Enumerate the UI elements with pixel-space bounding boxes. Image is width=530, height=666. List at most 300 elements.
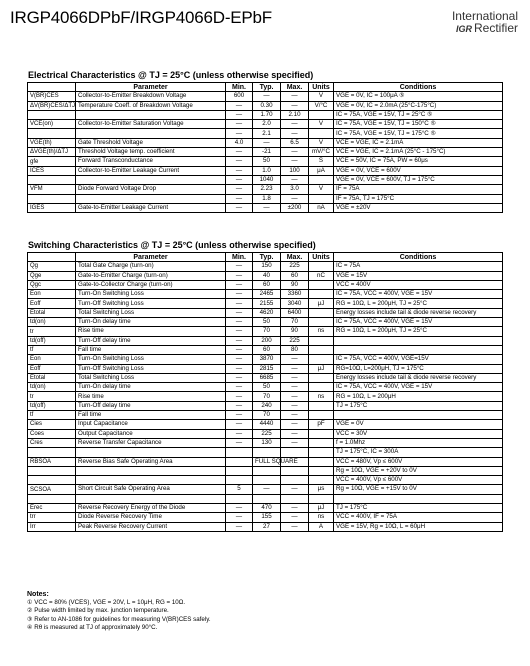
units-cell: V	[309, 92, 334, 101]
parameter-cell: Reverse Recovery Energy of the Diode	[76, 504, 226, 513]
table-row	[28, 194, 503, 203]
units-cell	[309, 110, 334, 119]
brand-line2: Rectifier	[473, 21, 518, 35]
table-row	[28, 175, 503, 184]
units-cell	[309, 129, 334, 138]
table-row	[28, 355, 503, 364]
table-row	[28, 457, 503, 466]
min-cell: —	[226, 327, 253, 336]
min-cell: —	[226, 148, 253, 157]
max-cell: 3040	[281, 299, 309, 308]
table-row	[28, 138, 503, 147]
conditions-cell: Energy losses include tail & diode reverse recovery	[334, 308, 503, 317]
symbol-cell: ICES	[28, 166, 76, 175]
units-cell	[309, 262, 334, 271]
max-cell: —	[281, 429, 309, 438]
note-4: ④ Rθ is measured at TJ of approximately 90°C.	[27, 623, 158, 631]
min-cell: —	[226, 120, 253, 129]
typ-cell: 2.0	[253, 120, 281, 129]
max-cell: —	[281, 129, 309, 138]
max-cell: 3.0	[281, 185, 309, 194]
note-1: ① VCC = 80% (VCES), VGE = 20V, L = 10μH, RG = 10Ω.	[27, 599, 186, 607]
typ-cell	[253, 476, 281, 485]
table-row	[28, 299, 503, 308]
max-cell: —	[281, 420, 309, 429]
parameter-cell: Collector-to-Emitter Saturation Voltage	[76, 120, 226, 129]
max-cell: —	[281, 101, 309, 110]
max-cell: —	[281, 485, 309, 494]
max-cell	[281, 448, 309, 457]
symbol-cell	[28, 448, 76, 457]
table-row	[28, 120, 503, 129]
typ-cell: 70	[253, 327, 281, 336]
max-cell: 60	[281, 271, 309, 280]
switching-header-cell: Parameter	[76, 253, 226, 262]
conditions-cell: Rg = 10Ω, VGE = +20V to 0V	[334, 466, 503, 475]
symbol-cell: gfe	[28, 157, 76, 166]
units-cell: nA	[309, 203, 334, 212]
typ-cell	[253, 466, 281, 475]
symbol-cell: VFM	[28, 185, 76, 194]
max-cell: 225	[281, 262, 309, 271]
typ-cell: 155	[253, 513, 281, 522]
electrical-header-cell: Min.	[226, 83, 253, 92]
parameter-cell	[76, 476, 226, 485]
brand-logo	[452, 10, 518, 35]
symbol-cell: Etotal	[28, 308, 76, 317]
typ-cell: 70	[253, 392, 281, 401]
table-row	[28, 336, 503, 345]
symbol-cell	[28, 494, 76, 503]
switching-table	[27, 252, 503, 532]
parameter-cell: Reverse Bias Safe Operating Area	[76, 457, 226, 466]
units-cell: V	[309, 120, 334, 129]
table-row	[28, 129, 503, 138]
parameter-cell: Diode Forward Voltage Drop	[76, 185, 226, 194]
conditions-cell: VGE = 0V, VCE = 600V, TJ = 175°C	[334, 175, 503, 184]
symbol-cell: SCSOA	[28, 485, 76, 494]
units-cell	[309, 494, 334, 503]
symbol-cell: td(on)	[28, 383, 76, 392]
max-cell: 225	[281, 336, 309, 345]
brand-line1: International	[451, 9, 518, 23]
conditions-cell: VGE = 0V, IC = 2.0mA (25°C-175°C)	[334, 101, 503, 110]
max-cell: —	[281, 513, 309, 522]
symbol-cell: tf	[28, 345, 76, 354]
max-cell: ±200	[281, 203, 309, 212]
parameter-cell: Fall time	[76, 411, 226, 420]
typ-cell: 4440	[253, 420, 281, 429]
switching-header-cell: Units	[309, 253, 334, 262]
conditions-cell: IC = 75A, VCC = 400V, VGE = 15V	[334, 290, 503, 299]
symbol-cell: Erec	[28, 504, 76, 513]
min-cell	[226, 476, 253, 485]
min-cell: —	[226, 355, 253, 364]
table-row	[28, 513, 503, 522]
conditions-cell: VGE = 15V	[334, 271, 503, 280]
typ-cell: 60	[253, 345, 281, 354]
typ-cell: 50	[253, 383, 281, 392]
typ-cell: 225	[253, 429, 281, 438]
parameter-cell: Turn-Off Switching Loss	[76, 364, 226, 373]
parameter-cell: Gate-to-Emitter Charge (turn-on)	[76, 271, 226, 280]
symbol-cell	[28, 466, 76, 475]
units-cell	[309, 373, 334, 382]
conditions-cell: VCE = VGE, IC = 2.1mA	[334, 138, 503, 147]
parameter-cell: Collector-to-Emitter Leakage Current	[76, 166, 226, 175]
electrical-header-cell: Max.	[281, 83, 309, 92]
max-cell: —	[281, 92, 309, 101]
units-cell: ns	[309, 327, 334, 336]
max-cell: 80	[281, 345, 309, 354]
typ-cell: 40	[253, 271, 281, 280]
conditions-cell: IC = 75A, VCC = 400V, VGE = 15V	[334, 383, 503, 392]
units-cell: A	[309, 522, 334, 531]
min-cell: —	[226, 203, 253, 212]
conditions-cell	[334, 494, 503, 503]
table-row	[28, 364, 503, 373]
units-cell	[309, 308, 334, 317]
symbol-cell: Irr	[28, 522, 76, 531]
min-cell: —	[226, 420, 253, 429]
typ-cell: 2465	[253, 290, 281, 299]
units-cell	[309, 175, 334, 184]
units-cell	[309, 411, 334, 420]
max-cell: 2.10	[281, 110, 309, 119]
units-cell	[309, 476, 334, 485]
parameter-cell: Peak Reverse Recovery Current	[76, 522, 226, 531]
table-row	[28, 185, 503, 194]
max-cell: —	[281, 148, 309, 157]
parameter-cell: Turn-On delay time	[76, 383, 226, 392]
typ-cell: 0.30	[253, 101, 281, 110]
conditions-cell: VGE = 0V	[334, 420, 503, 429]
min-cell	[226, 466, 253, 475]
electrical-header-row	[28, 83, 503, 92]
symbol-cell: RBSOA	[28, 457, 76, 466]
conditions-cell: VCE = 50V, IC = 75A, PW = 60μs	[334, 157, 503, 166]
typ-cell: 4620	[253, 308, 281, 317]
typ-cell: 50	[253, 318, 281, 327]
symbol-cell: Qgc	[28, 280, 76, 289]
symbol-cell	[28, 129, 76, 138]
units-cell: S	[309, 157, 334, 166]
conditions-cell: VGE = ±20V	[334, 203, 503, 212]
table-row	[28, 485, 503, 494]
conditions-cell: VCC = 480V, Vp ≤ 600V	[334, 457, 503, 466]
conditions-cell: IC = 75A, VGE = 15V, TJ = 25°C ⑤	[334, 110, 503, 119]
symbol-cell: trr	[28, 513, 76, 522]
parameter-cell: Short Circuit Safe Operating Area	[76, 485, 226, 494]
max-cell: 90	[281, 327, 309, 336]
table-row	[28, 504, 503, 513]
symbol-cell: ΔVGE(th)/ΔTJ	[28, 148, 76, 157]
table-row	[28, 280, 503, 289]
min-cell: —	[226, 429, 253, 438]
typ-cell: 70	[253, 411, 281, 420]
notes	[27, 591, 211, 632]
units-cell	[309, 290, 334, 299]
typ-cell: -21	[253, 148, 281, 157]
electrical-header-cell: Typ.	[253, 83, 281, 92]
switching-title: Switching Characteristics @ TJ = 25°C (unless otherwise specified)	[28, 240, 316, 250]
parameter-cell	[76, 110, 226, 119]
symbol-cell: td(off)	[28, 401, 76, 410]
units-cell: μs	[309, 485, 334, 494]
symbol-cell: VCE(on)	[28, 120, 76, 129]
units-cell: pF	[309, 420, 334, 429]
symbol-cell: IGES	[28, 203, 76, 212]
parameter-cell: Temperature Coeff. of Breakdown Voltage	[76, 101, 226, 110]
table-row	[28, 401, 503, 410]
symbol-cell	[28, 194, 76, 203]
switching-header-cell: Conditions	[334, 253, 503, 262]
parameter-cell	[76, 494, 226, 503]
table-row	[28, 203, 503, 212]
conditions-cell: IF = 75A	[334, 185, 503, 194]
typ-cell: 1040	[253, 175, 281, 184]
conditions-cell: Rg = 10Ω, VGE = +15V to 0V	[334, 485, 503, 494]
min-cell: —	[226, 364, 253, 373]
switching-header-row	[28, 253, 503, 262]
typ-cell: 1.70	[253, 110, 281, 119]
table-row	[28, 318, 503, 327]
parameter-cell: Threshold Voltage temp. coefficient	[76, 148, 226, 157]
parameter-cell: Turn-Off delay time	[76, 336, 226, 345]
conditions-cell: IC = 75A	[334, 262, 503, 271]
max-cell: 100	[281, 166, 309, 175]
units-cell: μJ	[309, 299, 334, 308]
symbol-cell: tr	[28, 392, 76, 401]
typ-cell: —	[253, 138, 281, 147]
symbol-cell: Cies	[28, 420, 76, 429]
parameter-cell: Turn-On delay time	[76, 318, 226, 327]
symbol-cell	[28, 110, 76, 119]
typ-cell: —	[253, 92, 281, 101]
max-cell	[281, 476, 309, 485]
min-cell: —	[226, 129, 253, 138]
min-cell: —	[226, 336, 253, 345]
min-cell: —	[226, 175, 253, 184]
max-cell: —	[281, 392, 309, 401]
min-cell: —	[226, 522, 253, 531]
units-cell	[309, 457, 334, 466]
table-row	[28, 522, 503, 531]
parameter-cell	[76, 175, 226, 184]
conditions-cell	[334, 345, 503, 354]
min-cell	[226, 448, 253, 457]
typ-cell	[253, 494, 281, 503]
conditions-cell: IC = 75A, VGE = 15V, TJ = 175°C ⑤	[334, 129, 503, 138]
typ-cell: 60	[253, 280, 281, 289]
part-number-title: IRGP4066DPbF/IRGP4066D-EPbF	[10, 8, 272, 27]
parameter-cell: Turn-On Switching Loss	[76, 290, 226, 299]
min-cell: —	[226, 157, 253, 166]
parameter-cell: Rise time	[76, 392, 226, 401]
parameter-cell: Turn-Off delay time	[76, 401, 226, 410]
conditions-cell: VCE = VGE, IC = 2.1mA (25°C - 175°C)	[334, 148, 503, 157]
symbol-cell: Cres	[28, 438, 76, 447]
typ-cell: 27	[253, 522, 281, 531]
typ-cell: 1.8	[253, 194, 281, 203]
units-cell: mV/°C	[309, 148, 334, 157]
conditions-cell: VGE = 15V, Rg = 10Ω, L = 60μH	[334, 522, 503, 531]
max-cell: —	[281, 120, 309, 129]
table-row	[28, 157, 503, 166]
electrical-header-cell: Conditions	[334, 83, 503, 92]
max-cell: —	[281, 194, 309, 203]
typ-cell: 2.1	[253, 129, 281, 138]
min-cell: —	[226, 438, 253, 447]
conditions-cell: TJ = 175°C	[334, 401, 503, 410]
table-row	[28, 345, 503, 354]
table-row	[28, 494, 503, 503]
table-row	[28, 327, 503, 336]
conditions-cell: VCC = 400V, Vp ≤ 600V	[334, 476, 503, 485]
symbol-cell: Eon	[28, 290, 76, 299]
table-row	[28, 383, 503, 392]
symbol-cell: Qg	[28, 262, 76, 271]
units-cell	[309, 318, 334, 327]
electrical-header-cell: Parameter	[76, 83, 226, 92]
max-cell: 90	[281, 280, 309, 289]
typ-cell: 470	[253, 504, 281, 513]
units-cell	[309, 336, 334, 345]
units-cell	[309, 438, 334, 447]
typ-cell: 240	[253, 401, 281, 410]
max-cell: —	[281, 522, 309, 531]
typ-cell	[253, 448, 281, 457]
min-cell: —	[226, 110, 253, 119]
max-cell: —	[281, 411, 309, 420]
parameter-cell: Gate Threshold Voltage	[76, 138, 226, 147]
symbol-cell: ΔV(BR)CES/ΔTJ	[28, 101, 76, 110]
electrical-header-cell: Units	[309, 83, 334, 92]
typ-cell: 3870	[253, 355, 281, 364]
typ-cell: 2155	[253, 299, 281, 308]
parameter-cell: Forward Transconductance	[76, 157, 226, 166]
typ-cell: 6685	[253, 373, 281, 382]
table-row	[28, 262, 503, 271]
parameter-cell	[76, 466, 226, 475]
max-cell: —	[281, 383, 309, 392]
max-cell: —	[281, 355, 309, 364]
typ-cell: FULL SQUARE	[253, 457, 281, 466]
conditions-cell: VCC = 30V	[334, 429, 503, 438]
conditions-cell: f = 1.0Mhz	[334, 438, 503, 447]
min-cell	[226, 457, 253, 466]
notes-title: Notes:	[27, 591, 49, 598]
max-cell	[281, 494, 309, 503]
units-cell: μJ	[309, 364, 334, 373]
parameter-cell: Gate-to-Collector Charge (turn-on)	[76, 280, 226, 289]
min-cell: —	[226, 513, 253, 522]
min-cell: —	[226, 262, 253, 271]
min-cell: —	[226, 383, 253, 392]
symbol-cell: Coes	[28, 429, 76, 438]
min-cell: —	[226, 194, 253, 203]
conditions-cell: IC = 75A, VCC = 400V, VGE=15V	[334, 355, 503, 364]
max-cell: —	[281, 175, 309, 184]
table-row	[28, 290, 503, 299]
table-row	[28, 448, 503, 457]
conditions-cell: TJ = 175°C	[334, 504, 503, 513]
table-row	[28, 429, 503, 438]
min-cell: —	[226, 318, 253, 327]
table-row	[28, 148, 503, 157]
units-cell	[309, 466, 334, 475]
min-cell: —	[226, 290, 253, 299]
max-cell: —	[281, 401, 309, 410]
units-cell	[309, 194, 334, 203]
units-cell: V/°C	[309, 101, 334, 110]
typ-cell: 2815	[253, 364, 281, 373]
symbol-cell: VGE(th)	[28, 138, 76, 147]
min-cell: —	[226, 401, 253, 410]
symbol-cell: Eoff	[28, 299, 76, 308]
symbol-cell	[28, 476, 76, 485]
units-cell	[309, 429, 334, 438]
units-cell	[309, 383, 334, 392]
conditions-cell: RG = 10Ω, L = 200μH, TJ = 25°C	[334, 299, 503, 308]
table-row	[28, 438, 503, 447]
min-cell: —	[226, 271, 253, 280]
switching-header-cell: Typ.	[253, 253, 281, 262]
symbol-cell: tf	[28, 411, 76, 420]
min-cell: —	[226, 101, 253, 110]
units-cell	[309, 448, 334, 457]
units-cell	[309, 280, 334, 289]
symbol-cell	[28, 175, 76, 184]
table-row	[28, 420, 503, 429]
parameter-cell: Collector-to-Emitter Breakdown Voltage	[76, 92, 226, 101]
table-row	[28, 373, 503, 382]
table-row	[28, 308, 503, 317]
parameter-cell: Fall time	[76, 345, 226, 354]
typ-cell: —	[253, 203, 281, 212]
parameter-cell: Output Capacitance	[76, 429, 226, 438]
units-cell: V	[309, 185, 334, 194]
parameter-cell	[76, 194, 226, 203]
units-cell: ns	[309, 392, 334, 401]
units-cell: μJ	[309, 504, 334, 513]
max-cell: —	[281, 438, 309, 447]
electrical-header-cell	[28, 83, 76, 92]
min-cell: —	[226, 504, 253, 513]
conditions-cell	[334, 336, 503, 345]
table-row	[28, 271, 503, 280]
parameter-cell: Total Switching Loss	[76, 308, 226, 317]
typ-cell: 1.0	[253, 166, 281, 175]
max-cell: —	[281, 373, 309, 382]
max-cell: —	[281, 157, 309, 166]
conditions-cell: IC = 75A, VCC = 400V, VGE = 15V	[334, 318, 503, 327]
table-row	[28, 166, 503, 175]
note-2: ② Pulse width limited by max. junction temperature.	[27, 607, 169, 615]
conditions-cell: Energy losses include tail & diode reverse recovery	[334, 373, 503, 382]
electrical-title: Electrical Characteristics @ TJ = 25°C (unless otherwise specified)	[28, 70, 314, 80]
parameter-cell: Total Gate Charge (turn-on)	[76, 262, 226, 271]
min-cell: —	[226, 166, 253, 175]
max-cell: 6.5	[281, 138, 309, 147]
switching-header-cell	[28, 253, 76, 262]
switching-header-cell: Max.	[281, 253, 309, 262]
symbol-cell: Etotal	[28, 373, 76, 382]
units-cell	[309, 401, 334, 410]
max-cell: 6400	[281, 308, 309, 317]
conditions-cell: IC = 75A, VGE = 15V, TJ = 150°C ⑤	[334, 120, 503, 129]
min-cell: —	[226, 411, 253, 420]
